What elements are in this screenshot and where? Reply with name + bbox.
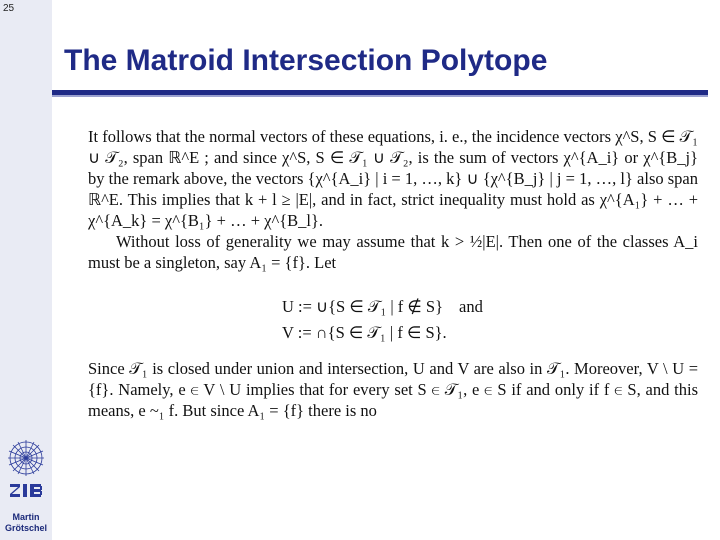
author-last-name: Grötschel: [4, 523, 47, 533]
title-underline-shadow: [52, 95, 708, 97]
paragraph-1: It follows that the normal vectors of these equations, i. e., the incidence vectors χ^S, S ∈ 𝒯₁ ∪ 𝒯₂, span ℝ^E ; and since χ^S, S ∈ 𝒯₁ ∪ 𝒯₂, is the sum of vectors χ^{A_i} or χ^{B_j} by the remark above, the vectors {χ^{A_i} | i = 1, …, k} ∪ {χ^{B_j} | j = 1, …, l} also span ℝ^E. This implies that k + l ≥ |E|, and in fact, strict inequality must hold as χ^{A₁} + … + χ^{A_k} = χ^{B₁} + … + χ^{B_l}.: [88, 127, 698, 230]
equation-u-suffix: and: [459, 297, 483, 316]
paragraph-2: Without loss of generality we may assume that k > ½|E|. Then one of the classes A_i must be a singleton, say A₁ = {f}. Let: [88, 232, 698, 272]
equation-u-formula: U := ∪{S ∈ 𝒯₁ | f ∉ S}: [282, 297, 444, 316]
slide-title: The Matroid Intersection Polytope: [64, 44, 548, 77]
equation-u: [282, 294, 483, 320]
zib-logo: [5, 438, 47, 510]
equation-block: [282, 294, 483, 346]
slide-number: 25: [3, 3, 15, 14]
paragraph-3: Since 𝒯₁ is closed under union and intersection, U and V are also in 𝒯₁. Moreover, V \ U = {f}. Namely, e ∈ V \ U implies that for every set S ∈ 𝒯₁, e ∈ S if and only if f ∈ S, and this means, e ~₁ f. But since A₁ = {f} there is no: [88, 359, 698, 420]
author-name: [0, 512, 52, 534]
equation-v: V := ∩{S ∈ 𝒯₁ | f ∈ S}.: [282, 323, 447, 342]
scanned-text-paragraphs: [88, 126, 698, 273]
sidebar: [0, 0, 52, 540]
author-first-name: Martin: [12, 512, 40, 522]
